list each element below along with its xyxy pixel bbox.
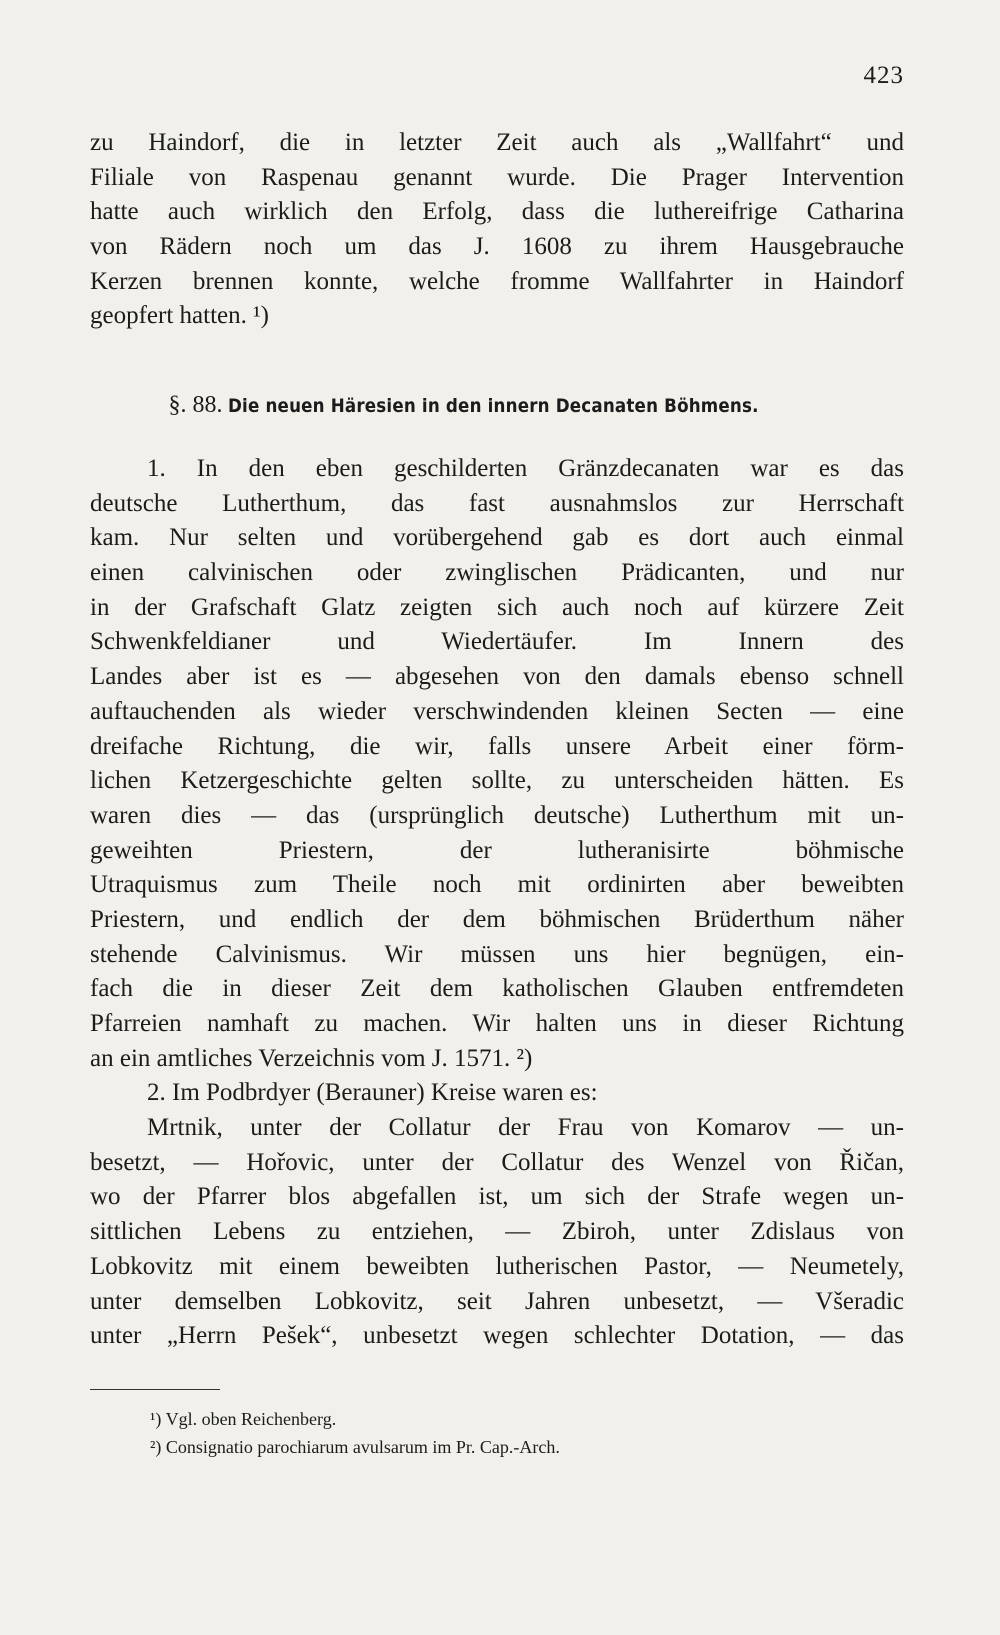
page-number: 423: [863, 62, 904, 89]
text-line: Mrtnik, unter der Collatur der Frau von Komarov — un-: [147, 1114, 904, 1142]
text-line: lichen Ketzergeschichte gelten sollte, zu unterscheiden hätten. Es: [90, 767, 904, 795]
text-line: wo der Pfarrer blos abgefallen ist, um sich der Strafe wegen un-: [90, 1183, 904, 1211]
text-line: besetzt, — Hořovic, unter der Collatur des Wenzel von Řičan,: [90, 1148, 904, 1176]
section-title: Die neuen Häresien in den innern Decanaten Böhmens.: [228, 395, 760, 417]
section-number: §. 88.: [168, 392, 223, 418]
text-line: kam. Nur selten und vorübergehend gab es dort auch einmal: [90, 524, 904, 552]
text-line: an ein amtliches Verzeichnis vom J. 1571. ²): [90, 1044, 533, 1072]
text-line: Filiale von Raspenau genannt wurde. Die Prager Intervention: [90, 163, 904, 191]
text-line: Kerzen brennen konnte, welche fromme Wallfahrter in Haindorf: [90, 267, 904, 295]
text-line: Pfarreien namhaft zu machen. Wir halten uns in dieser Richtung: [90, 1010, 904, 1037]
footnote-2: ²) Consignatio parochiarum avulsarum im Pr. Cap.-Arch.: [150, 1437, 560, 1457]
footnotes: [150, 1405, 560, 1461]
text-line: dreifache Richtung, die wir, falls unsere Arbeit einer förm-: [90, 732, 904, 760]
text-line: waren dies — das (ursprünglich deutsche) Lutherthum mit un-: [90, 801, 904, 829]
text-line: 2. Im Podbrdyer (Berauner) Kreise waren es:: [147, 1079, 598, 1107]
text-line: einen calvinischen oder zwinglischen Prädicanten, und nur: [90, 559, 904, 587]
text-line: unter „Herrn Pešek“, unbesetzt wegen schlechter Dotation, — das: [90, 1322, 904, 1350]
section-body: [90, 452, 904, 1354]
text-line: Schwenkfeldianer und Wiedertäufer. Im Innern des: [90, 628, 904, 656]
text-line: stehende Calvinismus. Wir müssen uns hier begnügen, ein-: [90, 940, 904, 968]
text-line: hatte auch wirklich den Erfolg, dass die luthereifrige Catharina: [90, 198, 904, 226]
text-line: Utraquismus zum Theile noch mit ordinirten aber beweibten: [90, 871, 904, 899]
section-heading: [0, 390, 1000, 421]
text-line: in der Grafschaft Glatz zeigten sich auch noch auf kürzere Zeit: [90, 593, 904, 621]
text-line: geopfert hatten. ¹): [90, 302, 269, 330]
text-line: Priestern, und endlich der dem böhmischen Brüderthum näher: [90, 905, 904, 933]
text-line: deutsche Lutherthum, das fast ausnahmslos zur Herrschaft: [90, 489, 904, 517]
text-line: auftauchenden als wieder verschwindenden kleinen Secten — eine: [90, 697, 904, 725]
paragraph-continuation: [90, 126, 904, 334]
text-line: fach die in dieser Zeit dem katholischen Glauben entfremdeten: [90, 975, 904, 1003]
text-line: unter demselben Lobkovitz, seit Jahren unbesetzt, — Všeradic: [90, 1287, 904, 1315]
text-line: 1. In den eben geschilderten Gränzdecanaten war es das: [147, 455, 904, 482]
text-line: Landes aber ist es — abgesehen von den damals ebenso schnell: [90, 663, 904, 691]
footnote-1: ¹) Vgl. oben Reichenberg.: [150, 1409, 337, 1429]
text-line: Lobkovitz mit einem beweibten lutherischen Pastor, — Neumetely,: [90, 1252, 904, 1280]
text-line: geweihten Priestern, der lutheranisirte böhmische: [90, 836, 904, 864]
footnote-divider: [90, 1389, 220, 1390]
text-line: zu Haindorf, die in letzter Zeit auch als „Wallfahrt“ und: [90, 129, 904, 156]
text-line: sittlichen Lebens zu entziehen, — Zbiroh, unter Zdislaus von: [90, 1218, 904, 1246]
text-line: von Rädern noch um das J. 1608 zu ihrem Hausgebrauche: [90, 233, 904, 261]
